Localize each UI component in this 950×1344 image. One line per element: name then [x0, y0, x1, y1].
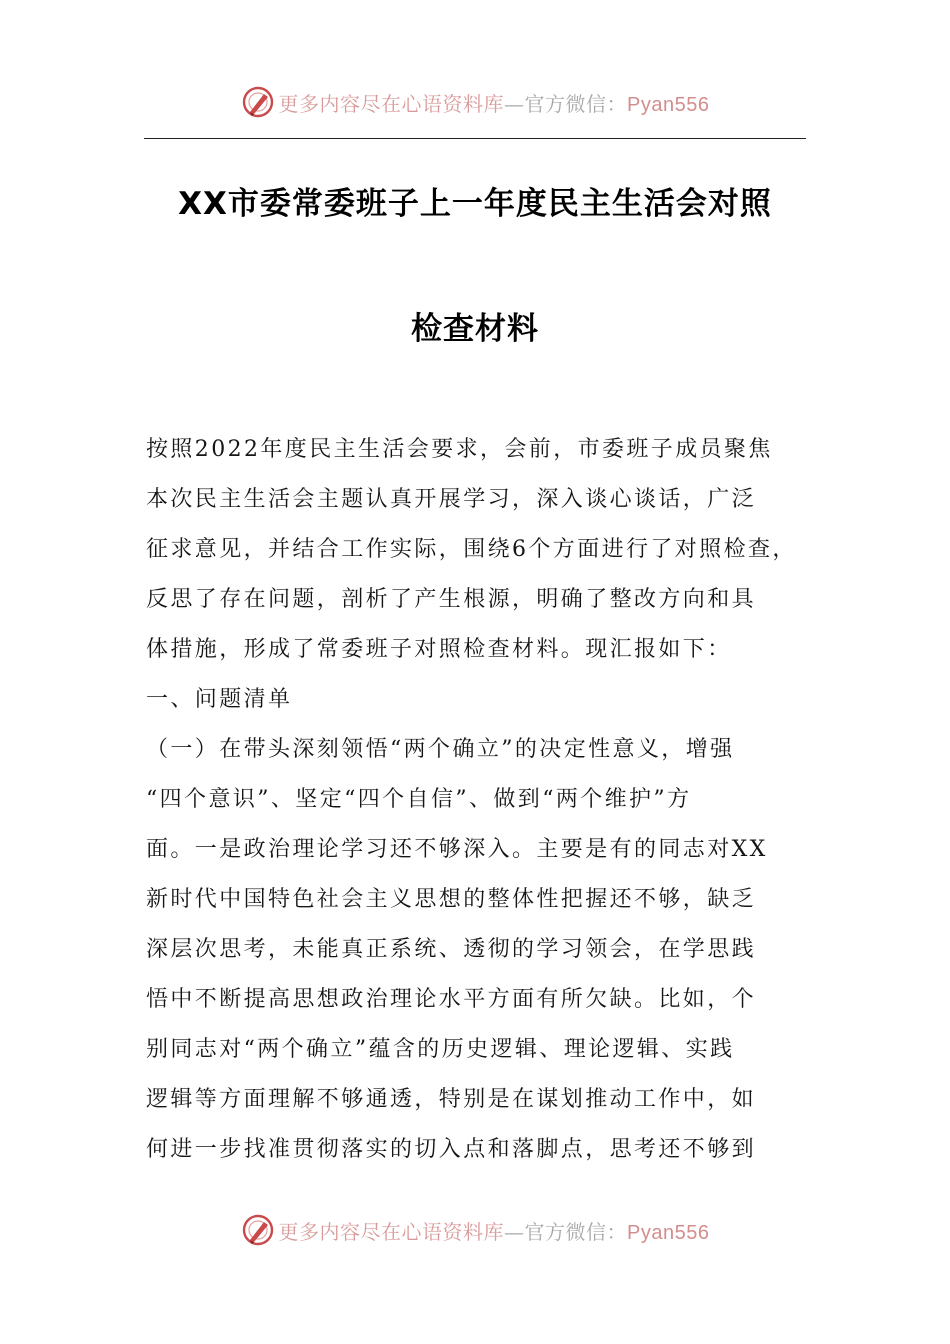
pen-logo-icon [241, 85, 275, 119]
watermark-text [279, 88, 710, 117]
watermark-site-name: 更多内容尽在心语资料库 [278, 91, 505, 116]
watermark-wechat-label: —官方微信： [504, 1219, 628, 1244]
header-watermark [0, 82, 950, 122]
body-line: 按照2022年度民主生活会要求，会前，市委班子成员聚焦 [146, 437, 773, 462]
body-line: （一）在带头深刻领悟“两个确立”的决定性意义，增强 [146, 737, 735, 762]
body-line: 体措施，形成了常委班子对照检查材料。现汇报如下： [146, 637, 732, 662]
watermark-wechat-id: Pyan556 [627, 1221, 710, 1244]
footer-watermark [0, 1210, 950, 1250]
body-line: 深层次思考，未能真正系统、透彻的学习领会，在学思践 [146, 937, 757, 962]
body-line: 反思了存在问题，剖析了产生根源，明确了整改方向和具 [146, 587, 757, 612]
watermark-wechat-label: —官方微信： [504, 91, 628, 116]
watermark-wechat-id: Pyan556 [627, 93, 710, 116]
body-line: 逻辑等方面理解不够通透，特别是在谋划推动工作中，如 [146, 1087, 757, 1112]
body-line: 悟中不断提高思想政治理论水平方面有所欠缺。比如，个 [146, 987, 757, 1012]
body-line: “四个意识”、坚定“四个自信”、做到“两个维护”方 [146, 787, 692, 812]
body-line: 面。一是政治理论学习还不够深入。主要是有的同志对XX [146, 837, 768, 862]
body-line: 新时代中国特色社会主义思想的整体性把握还不够，缺乏 [146, 887, 757, 912]
section-heading: 一、问题清单 [146, 687, 293, 712]
body-line: 别同志对“两个确立”蕴含的历史逻辑、理论逻辑、实践 [146, 1037, 735, 1062]
watermark-site-name: 更多内容尽在心语资料库 [278, 1219, 505, 1244]
body-line: 本次民主生活会主题认真开展学习，深入谈心谈话，广泛 [146, 487, 757, 512]
body-line: 征求意见，并结合工作实际，围绕6个方面进行了对照检查， [146, 537, 797, 562]
body-line: 何进一步找准贯彻落实的切入点和落脚点，思考还不够到 [146, 1137, 757, 1162]
pen-logo-icon [241, 1213, 275, 1247]
header-divider [144, 138, 806, 139]
document-title-line-2: 检查材料 [411, 311, 539, 347]
document-title-line-1: XX市委常委班子上一年度民主生活会对照 [178, 186, 772, 222]
watermark-text [279, 1216, 710, 1245]
